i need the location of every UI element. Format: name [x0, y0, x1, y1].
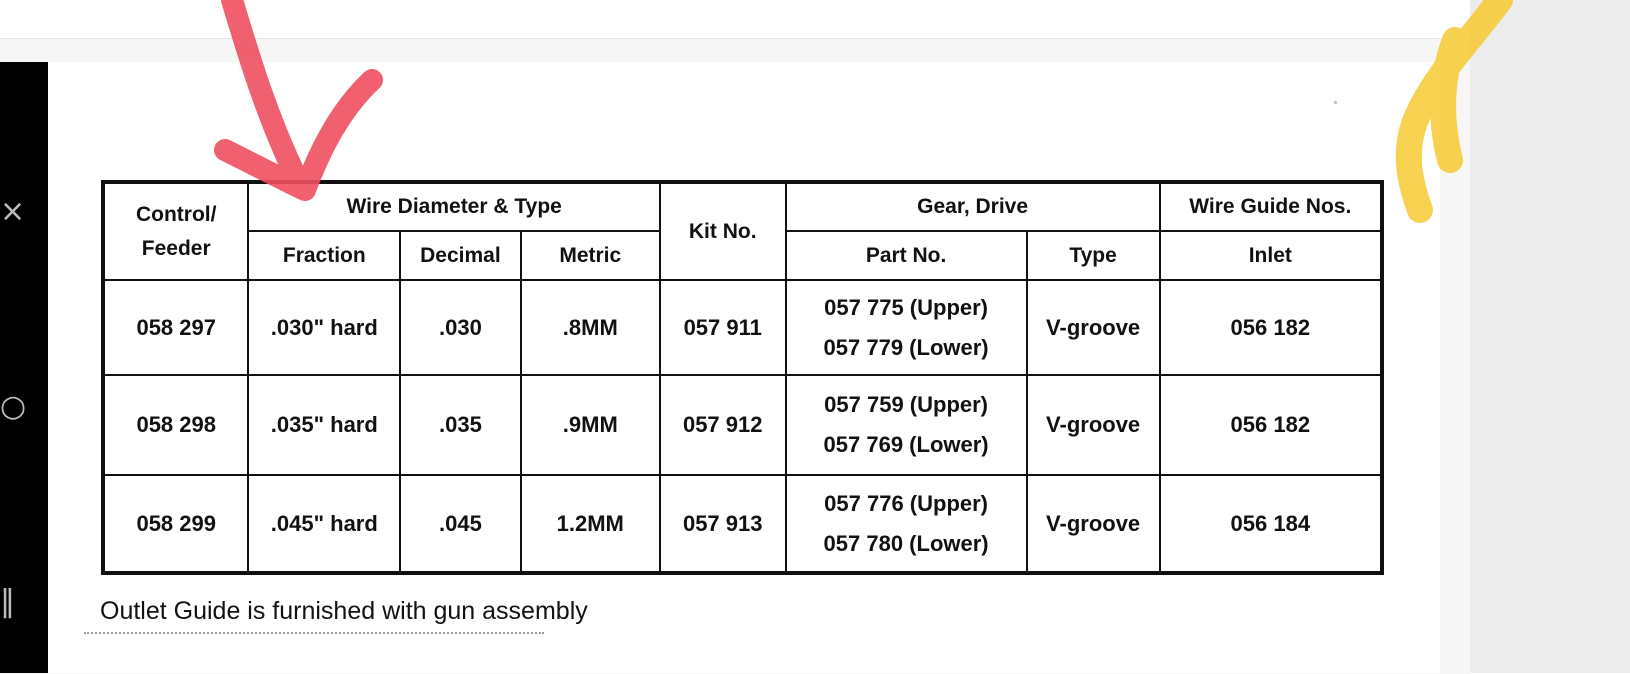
header-control-feeder: Control/ Feeder [103, 182, 248, 280]
part-upper: 057 759 (Upper) [824, 392, 989, 417]
header-part-no: Part No. [786, 231, 1027, 280]
cell-fraction: .035" hard [248, 375, 400, 475]
cell-control: 058 298 [103, 375, 248, 475]
cell-kit: 057 911 [660, 280, 786, 375]
cell-metric: .9MM [521, 375, 660, 475]
header-kit-no: Kit No. [660, 182, 786, 280]
cell-inlet: 056 184 [1160, 475, 1382, 573]
part-upper: 057 776 (Upper) [824, 490, 989, 516]
cell-type: V-groove [1027, 280, 1160, 375]
red-arrow-annotation [225, 0, 372, 190]
part-lower: 057 779 (Lower) [823, 334, 989, 360]
header-fraction: Fraction [248, 231, 400, 280]
cell-inlet: 056 182 [1160, 280, 1382, 375]
cell-decimal: .035 [400, 375, 521, 475]
cell-fraction: .045" hard [248, 475, 400, 573]
header-wire-guide-nos: Wire Guide Nos. [1160, 182, 1382, 231]
header-wire-diameter-type: Wire Diameter & Type [248, 182, 659, 231]
header-metric: Metric [521, 231, 660, 280]
header-decimal: Decimal [400, 231, 521, 280]
cell-decimal: .045 [400, 475, 521, 573]
cell-inlet: 056 182 [1160, 375, 1382, 475]
header-inlet: Inlet [1160, 231, 1382, 280]
cell-metric: 1.2MM [521, 475, 660, 573]
cell-type: V-groove [1027, 375, 1160, 475]
cell-control: 058 299 [103, 475, 248, 573]
cell-metric: .8MM [521, 280, 660, 375]
footnote: Outlet Guide is furnished with gun assembly [100, 597, 588, 625]
circle-icon[interactable]: ○ [0, 389, 27, 424]
cell-fraction: .030" hard [248, 280, 400, 375]
cell-type: V-groove [1027, 475, 1160, 573]
close-icon[interactable]: × [0, 194, 26, 229]
part-lower: 057 780 (Lower) [823, 530, 989, 556]
part-upper: 057 775 (Upper) [824, 294, 989, 320]
header-type: Type [1027, 231, 1160, 280]
cell-kit: 057 913 [660, 475, 786, 573]
pause-icon[interactable]: ‖ [0, 584, 15, 619]
header-gear-drive: Gear, Drive [786, 182, 1160, 231]
cell-decimal: .030 [400, 280, 521, 375]
cell-control: 058 297 [103, 280, 248, 375]
yellow-highlight-annotation [1409, 0, 1500, 210]
part-lower: 057 769 (Lower) [823, 432, 989, 457]
cell-kit: 057 912 [660, 375, 786, 475]
